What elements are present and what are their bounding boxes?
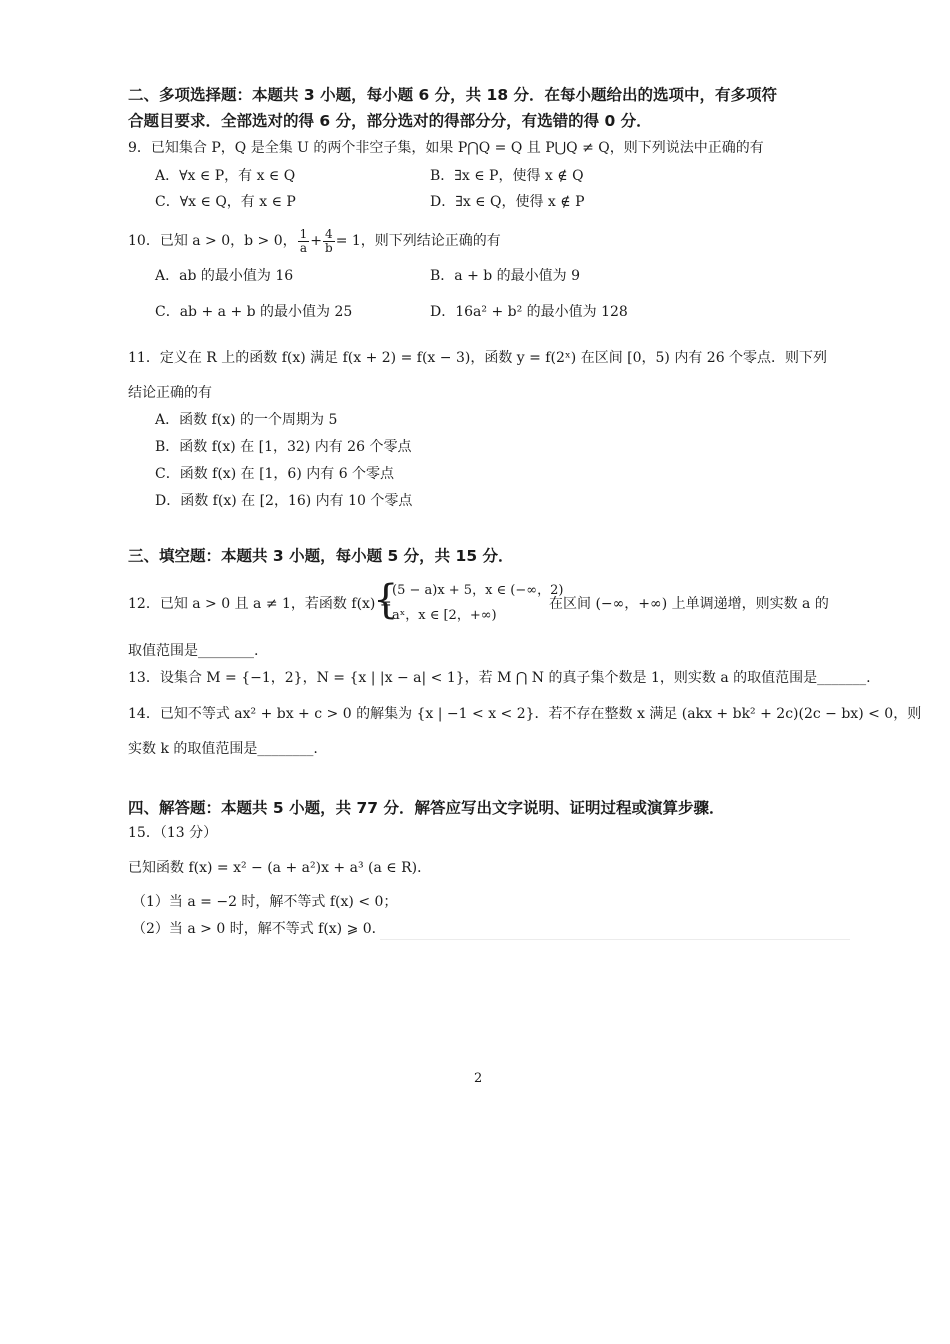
question-13-text: 13．设集合 M = {−1，2}，N = {x | |x − a| < 1}，若 M ⋂ N 的真子集个数是 1，则实数 a 的取值范围是_______. — [128, 670, 871, 686]
question-12-case-2: aˣ，x ∈ [2，+∞) — [392, 608, 497, 623]
question-10-option-a: A．ab 的最小值为 16 — [155, 268, 294, 284]
question-14-line-1: 14．已知不等式 ax² + bx + c > 0 的解集为 {x | −1 < x < 2}．若不存在整数 x 满足 (akx + bk² + 2c)(2c − bx) < 0，则 — [128, 706, 922, 722]
question-12-suffix: 在区间 (−∞，+∞) 上单调递增，则实数 a 的 — [549, 596, 829, 612]
question-9-stem: 9．已知集合 P，Q 是全集 U 的两个非空子集，如果 P⋂Q = Q 且 P⋃Q ≠ Q，则下列说法中正确的有 — [128, 140, 764, 156]
question-15-stem: 已知函数 f(x) = x² − (a + a²)x + a³ (a ∈ R)． — [128, 860, 432, 876]
plus-sign: + — [310, 233, 323, 250]
question-15-part-2: （2）当 a > 0 时，解不等式 f(x) ⩾ 0． — [132, 921, 386, 937]
fraction-1-over-a — [298, 228, 310, 254]
question-11-option-a: A．函数 f(x) 的一个周期为 5 — [155, 412, 338, 428]
fraction-numerator: 4 — [323, 228, 335, 242]
fraction-denominator: a — [299, 240, 308, 255]
question-9-option-a: A．∀x ∈ P，有 x ∈ Q — [155, 168, 296, 184]
question-15-part-1: （1）当 a = −2 时，解不等式 f(x) < 0； — [132, 894, 398, 910]
question-11-stem-line-2: 结论正确的有 — [128, 385, 212, 401]
question-10-option-d: D．16a² + b² 的最小值为 128 — [430, 304, 628, 320]
left-brace: { — [373, 577, 399, 623]
question-10-option-c: C．ab + a + b 的最小值为 25 — [155, 304, 353, 320]
question-11-option-d: D．函数 f(x) 在 [2，16) 内有 10 个零点 — [155, 493, 413, 509]
question-10-stem — [128, 228, 501, 254]
question-12-case-1: (5 − a)x + 5，x ∈ (−∞，2) — [392, 583, 564, 598]
section-4-heading: 四、解答题：本题共 5 小题，共 77 分．解答应写出文字说明、证明过程或演算步骤． — [128, 799, 725, 817]
question-10-stem-suffix: = 1，则下列结论正确的有 — [335, 233, 501, 250]
section-2-heading-line-1: 二、多项选择题：本题共 3 小题，每小题 6 分，共 18 分．在每小题给出的选项中，有多项符 — [128, 86, 778, 104]
question-10-option-b: B．a + b 的最小值为 9 — [430, 268, 581, 284]
question-12-prefix: 12．已知 a > 0 且 a ≠ 1，若函数 f(x) = — [128, 596, 392, 612]
question-11-option-c: C．函数 f(x) 在 [1，6) 内有 6 个零点 — [155, 466, 395, 482]
fraction-denominator: b — [325, 240, 333, 255]
fraction-4-over-b — [323, 228, 335, 254]
question-15-header: 15．（13 分） — [128, 825, 218, 841]
page-number: 2 — [474, 1071, 483, 1086]
section-2-heading-line-2: 合题目要求．全部选对的得 6 分，部分选对的得部分分，有选错的得 0 分． — [128, 112, 652, 130]
question-9-option-d: D．∃x ∈ Q，使得 x ∉ P — [430, 194, 585, 210]
question-10-stem-prefix: 10．已知 a > 0，b > 0， — [128, 233, 297, 250]
question-14-line-2: 实数 k 的取值范围是________. — [128, 741, 318, 757]
question-12-line-2: 取值范围是________. — [128, 643, 259, 659]
question-9-option-c: C．∀x ∈ Q，有 x ∈ P — [155, 194, 296, 210]
fraction-numerator: 1 — [299, 227, 308, 241]
scan-artifact-line — [380, 939, 850, 940]
question-9-option-b: B．∃x ∈ P，使得 x ∉ Q — [430, 168, 584, 184]
question-11-stem-line-1: 11．定义在 R 上的函数 f(x) 满足 f(x + 2) = f(x − 3)，函数 y = f(2ˣ) 在区间 [0，5) 内有 26 个零点．则下列 — [128, 350, 828, 366]
question-11-option-b: B．函数 f(x) 在 [1，32) 内有 26 个零点 — [155, 439, 412, 455]
section-3-heading: 三、填空题：本题共 3 小题，每小题 5 分，共 15 分． — [128, 547, 514, 565]
